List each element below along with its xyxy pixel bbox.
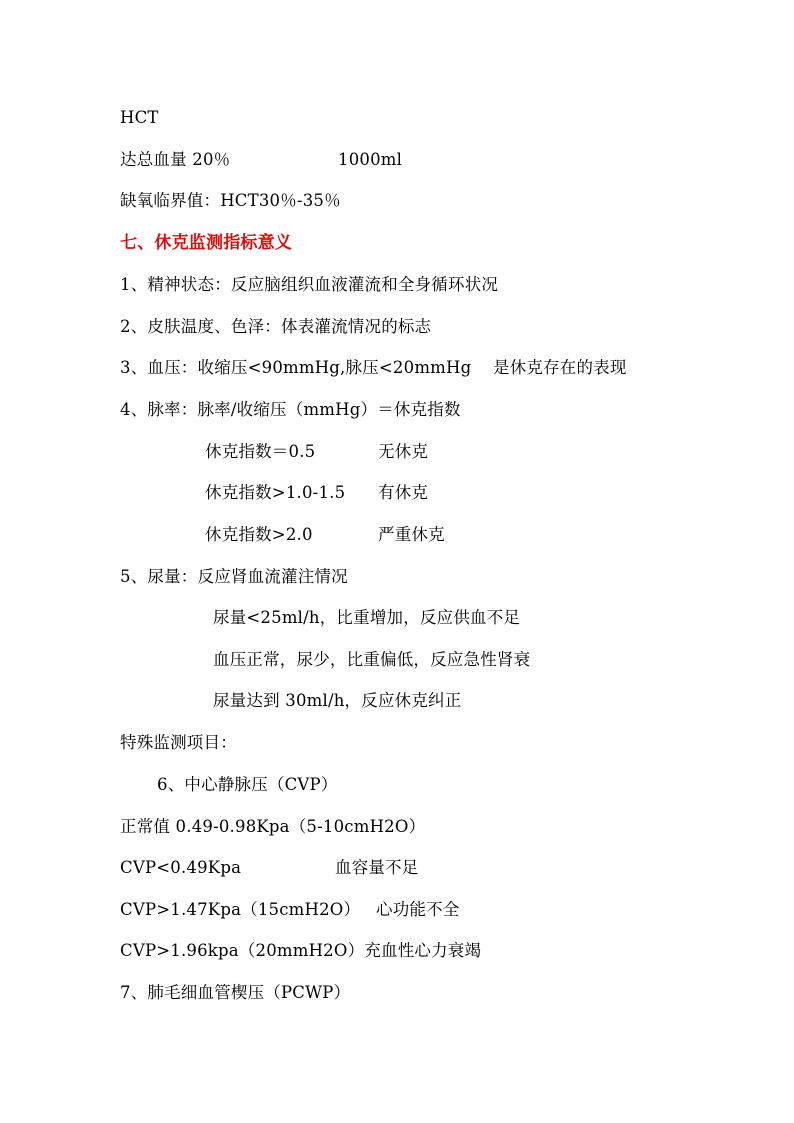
shock-index-row-1: 休克指数＝0.5 (205, 442, 316, 461)
cvp-high-meaning: 心功能不全 (376, 900, 460, 919)
urine-output-note-3: 尿量达到 30ml/h，反应休克纠正 (213, 691, 462, 710)
item-cvp: 6、中心静脉压（CVP） (157, 775, 338, 794)
shock-index-row-2-result: 有休克 (378, 483, 429, 502)
item-mental-status: 1、精神状态：反应脑组织血液灌流和全身循环状况 (120, 275, 499, 294)
cvp-high: CVP>1.47Kpa（15cmH2O） (120, 900, 361, 919)
item-blood-pressure: 3、血压：收缩压<90mmHg,脉压<20mmHg (120, 358, 472, 377)
item-pcwp: 7、肺毛细血管楔压（PCWP） (120, 983, 351, 1002)
item-urine-output: 5、尿量：反应肾血流灌注情况 (120, 567, 348, 586)
cvp-low: CVP<0.49Kpa (120, 858, 242, 877)
section-heading-shock-monitoring: 七、休克监测指标意义 (120, 233, 292, 253)
item-pulse-rate: 4、脉率：脉率/收缩压（mmHg）＝休克指数 (120, 400, 461, 419)
text-hypoxia-threshold: 缺氧临界值：HCT30％-35％ (120, 191, 341, 210)
shock-index-row-1-result: 无休克 (378, 442, 429, 461)
cvp-normal-value: 正常值 0.49-0.98Kpa（5-10cmH2O） (120, 817, 426, 836)
cvp-very-high: CVP>1.96kpa（20mmH2O）充血性心力衰竭 (120, 941, 482, 960)
urine-output-note-2: 血压正常，尿少，比重偏低，反应急性肾衰 (213, 650, 531, 669)
special-monitoring-heading: 特殊监测项目： (120, 733, 237, 752)
cvp-low-meaning: 血容量不足 (335, 858, 419, 877)
shock-index-row-2: 休克指数>1.0-1.5 (205, 483, 346, 502)
item-skin-temperature: 2、皮肤温度、色泽：体表灌流情况的标志 (120, 317, 432, 336)
text-hct: HCT (120, 108, 159, 127)
urine-output-note-1: 尿量<25ml/h，比重增加，反应供血不足 (213, 608, 521, 627)
text-blood-volume-ml: 1000ml (338, 150, 403, 169)
shock-index-row-3-result: 严重休克 (378, 525, 445, 544)
shock-index-row-3: 休克指数>2.0 (205, 525, 313, 544)
item-blood-pressure-note: 是休克存在的表现 (493, 358, 627, 377)
text-blood-volume-percent: 达总血量 20％ (120, 150, 231, 169)
